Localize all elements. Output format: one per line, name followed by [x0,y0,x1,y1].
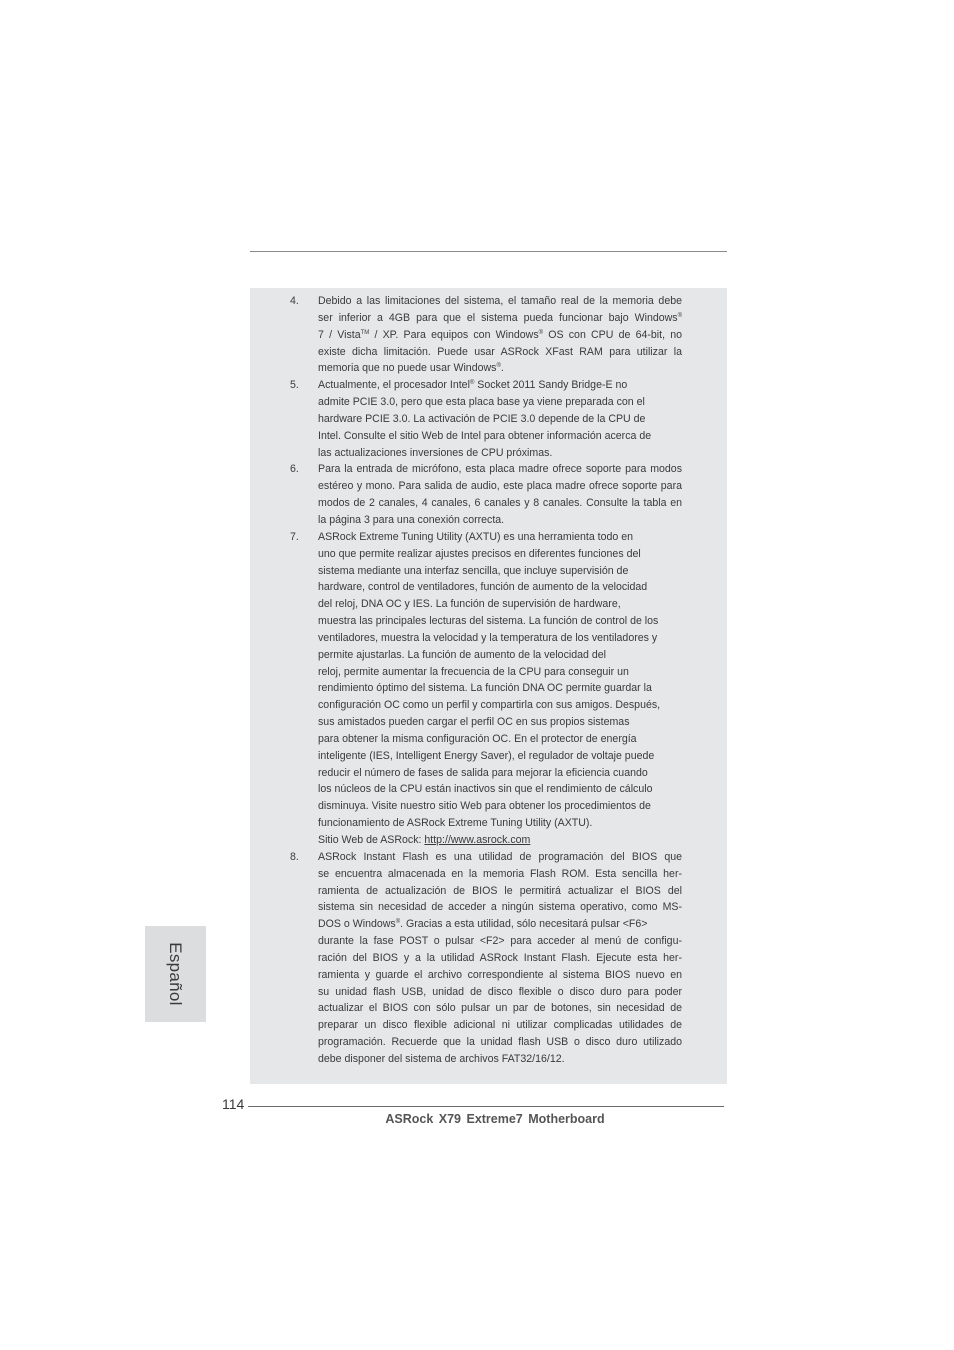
note-line: ASRock Extreme Tuning Utility (AXTU) es una herramienta todo en [318,530,634,543]
note-line: debe disponer del sistema de archivos FAT32/16/12. [318,1052,565,1065]
language-tab-label: Español [166,942,185,1006]
note-text [318,377,682,461]
bottom-rule [248,1106,724,1107]
note-text [318,529,682,849]
note-number: 5. [290,379,299,392]
note-line: Intel. Consulte el sitio Web de Intel para obtener información acerca de [318,429,652,442]
note-line: disminuya. Visite nuestro sitio Web para obtener los procedimientos de [318,800,651,813]
note-4 [290,293,682,377]
note-line: se encuentra almacenada en la memoria Flash ROM. Esta sencilla her- [318,867,682,880]
note-line: su unidad flash USB, unidad de disco flexible o disco duro para poder [318,985,682,998]
note-line: del reloj, DNA OC y IES. La función de supervisión de hardware, [318,598,621,611]
note-line: existe dicha limitación. Puede usar ASRock XFast RAM para utilizar la [318,345,682,358]
note-line: muestra las principales lecturas del sistema. La función de control de los [318,615,659,628]
note-line: sistema mediante una interfaz sencilla, que incluye supervisión de [318,564,629,577]
footer-title: ASRock X79 Extreme7 Motherboard [385,1112,605,1126]
note-line: los núcleos de la CPU están inactivos sin que el rendimiento de cálculo [318,783,653,796]
note-line: 7 / Vista™ / XP. Para equipos con Windows® OS con CPU de 64-bit, no [318,328,682,341]
note-line: las actualizaciones inversiones de CPU próximas. [318,446,553,459]
note-line: durante la fase POST o pulsar <F2> para acceder al menú de configu- [318,935,682,948]
note-line: DOS o Windows®. Gracias a esta utilidad, sólo necesitará pulsar <F6> [318,918,648,931]
note-text [318,293,682,377]
note-5 [290,377,682,461]
page-number: 114 [222,1096,245,1112]
note-line: ASRock Instant Flash es una utilidad de programación del BIOS que [318,850,682,863]
note-line: permite ajustarlas. La función de aumento de la velocidad del [318,648,606,661]
language-tab [145,926,206,1022]
website-label: Sitio Web de ASRock: [318,834,425,846]
note-line: para obtener la misma configuración OC. En el protector de energía [318,732,637,745]
note-line: funcionamiento de ASRock Extreme Tuning Utility (AXTU). [318,817,593,830]
note-number: 7. [290,530,299,543]
note-line: rendimiento óptimo del sistema. La función DNA OC permite guardar la [318,682,652,695]
note-line: ventiladores, muestra la velocidad y la temperatura de los ventiladores y [318,631,658,644]
note-text [318,849,682,1068]
note-6 [290,461,682,528]
notes-list [290,293,682,1068]
note-line: configuración OC como un perfil y compartirla con sus amigos. Después, [318,699,661,712]
note-line: inteligente (IES, Intelligent Energy Saver), el regulador de voltaje puede [318,749,655,762]
note-line: uno que permite realizar ajustes precisos en diferentes funciones del [318,547,641,560]
note-line: ramienta y guarde el archivo correspondiente al sistema BIOS nuevo en [318,968,682,981]
note-line: Actualmente, el procesador Intel® Socket 2011 Sandy Bridge-E no [318,379,628,392]
note-text: Para la entrada de micrófono, esta placa madre ofrece soporte para modos estéreo y mono. Para salida de audio, este placa madre ofrece soporte para modos de 2 canales, 4 canales, 6 canales y 8 canales. Consulte la tabla en la página 3 para una conexión correcta. [318,463,682,526]
asrock-website-link[interactable]: http://www.asrock.com [424,834,531,846]
note-8 [290,849,682,1068]
note-line: reloj, permite aumentar la frecuencia de la CPU para conseguir un [318,665,629,678]
note-line: ración del BIOS y a la utilidad ASRock Instant Flash. Ejecute esta her- [318,951,682,964]
website-line [318,832,682,849]
note-7 [290,529,682,849]
note-line: memoria que no puede usar Windows®. [318,362,504,375]
note-line: hardware, control de ventiladores, función de aumento de la velocidad [318,581,648,594]
note-line: sus amistados pueden cargar el perfil OC en sus propios sistemas [318,716,630,729]
note-line: hardware PCIE 3.0. La activación de PCIE 3.0 depende de la CPU de [318,412,646,425]
note-line: reducir el número de fases de salida para mejorar la eficiencia cuando [318,766,648,779]
note-line: preparar un disco flexible adicional ni utilizar complicadas utilidades de [318,1019,682,1032]
note-line: actualizar el BIOS con sólo pulsar un par de botones, sin necesidad de [318,1002,682,1015]
note-number: 6. [290,463,299,476]
note-number: 4. [290,295,299,307]
note-line: sistema sin necesidad de acceder a ningún sistema operativo, como MS- [318,901,682,914]
note-line: ser inferior a 4GB para que el sistema pueda funcionar bajo Windows® [318,311,682,324]
note-line: admite PCIE 3.0, pero que esta placa base ya viene preparada con el [318,396,645,409]
top-rule [250,251,727,252]
note-line: programación. Recuerde que la unidad flash USB o disco duro utilizado [318,1036,682,1049]
note-number: 8. [290,850,299,863]
note-line: ramienta de actualización de BIOS le permitirá actualizar el BIOS del [318,884,682,897]
note-line: Debido a las limitaciones del sistema, el tamaño real de la memoria debe [318,295,682,307]
